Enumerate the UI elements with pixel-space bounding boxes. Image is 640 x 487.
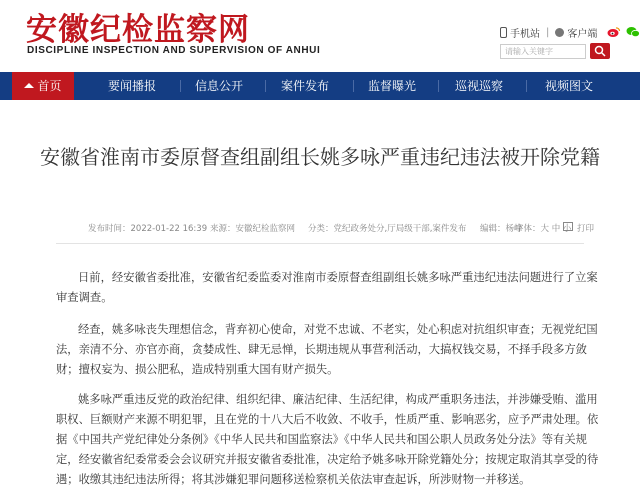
separator: | <box>546 26 550 38</box>
print-icon[interactable] <box>563 222 573 231</box>
article-editor: 编辑：杨峰 <box>480 224 523 234</box>
nav-item-home[interactable] <box>12 72 74 100</box>
client-icon <box>555 28 564 37</box>
nav-item-exposure[interactable]: 监督曝光 <box>367 79 416 93</box>
article-meta <box>88 222 598 236</box>
nav-divider <box>438 80 439 92</box>
meta-divider <box>56 243 584 244</box>
search-input[interactable]: 请输入关键字 <box>500 44 586 59</box>
mobile-site-link[interactable]: 手机站 <box>510 28 540 40</box>
main-nav <box>0 72 640 100</box>
article-source: 来源：安徽纪检监察网 <box>210 224 296 234</box>
nav-divider <box>353 80 354 92</box>
nav-item-cases[interactable]: 案件发布 <box>280 79 329 93</box>
article-paragraph: 经查，姚多咏丧失理想信念，背弃初心使命，对党不忠诚、不老实，处心积虑对抗组织审查；无视党纪国法，亲清不分、亦官亦商，贪婪成性、肆无忌惮，长期违规从事营利活动，大搞权钱交易，不择手段多方敛财；擅权妄为、损公肥私，造成特别重大国有财产损失。 <box>56 323 598 376</box>
phone-icon <box>500 27 507 38</box>
article-category: 分类：党纪政务处分,厅局级干部,案件发布 <box>308 224 467 234</box>
search-button[interactable] <box>590 43 610 59</box>
top-links <box>500 24 640 40</box>
weibo-icon[interactable] <box>607 26 621 38</box>
nav-divider <box>180 80 181 92</box>
nav-label: 首页 <box>37 79 62 93</box>
site-logo[interactable]: 安徽纪检监察网 <box>26 12 250 48</box>
font-size-control[interactable]: 字体：大 中 小 <box>515 224 572 234</box>
search-icon <box>594 45 606 57</box>
nav-divider <box>526 80 527 92</box>
home-icon <box>24 83 34 88</box>
print-button[interactable]: 打印 <box>577 224 595 234</box>
article-paragraph: 日前，经安徽省委批准，安徽省纪委监委对淮南市委原督查组副组长姚多咏严重违纪违法问题进行了立案审查调查。 <box>56 271 598 304</box>
nav-item-news[interactable]: 要闻播报 <box>107 79 156 93</box>
wechat-icon[interactable] <box>626 26 640 38</box>
nav-item-video[interactable]: 视频图文 <box>544 79 593 93</box>
nav-item-info[interactable]: 信息公开 <box>194 79 243 93</box>
publish-time: 发布时间：2022-01-22 16:39 <box>88 224 208 234</box>
site-header <box>0 0 640 70</box>
nav-item-inspection[interactable]: 巡视巡察 <box>454 79 503 93</box>
article-paragraph: 姚多咏严重违反党的政治纪律、组织纪律、廉洁纪律、生活纪律，构成严重职务违法，并涉嫌受贿、滥用职权、巨额财产来源不明犯罪，且在党的十八大后不收敛、不收手，性质严重、影响恶劣，应予严肃处理。依据《中国共产党纪律处分条例》《中华人民共和国监察法》《中华人民共和国公职人员政务处分法》等有关规定，经安徽省纪委常委会会议研究并报安徽省委批准，决定给予姚多咏开除党籍处分；按规定取消其享受的待遇；收缴其违纪违法所得；将其涉嫌犯罪问题移送检察机关依法审查起诉，所涉财物一并移送。 <box>56 393 599 486</box>
article-title: 安徽省淮南市委原督查组副组长姚多咏严重违纪违法被开除党籍 <box>40 145 600 169</box>
nav-divider <box>265 80 266 92</box>
client-link[interactable]: 客户端 <box>567 28 598 40</box>
site-logo-english: DISCIPLINE INSPECTION AND SUPERVISION OF ANHUI <box>27 45 321 56</box>
